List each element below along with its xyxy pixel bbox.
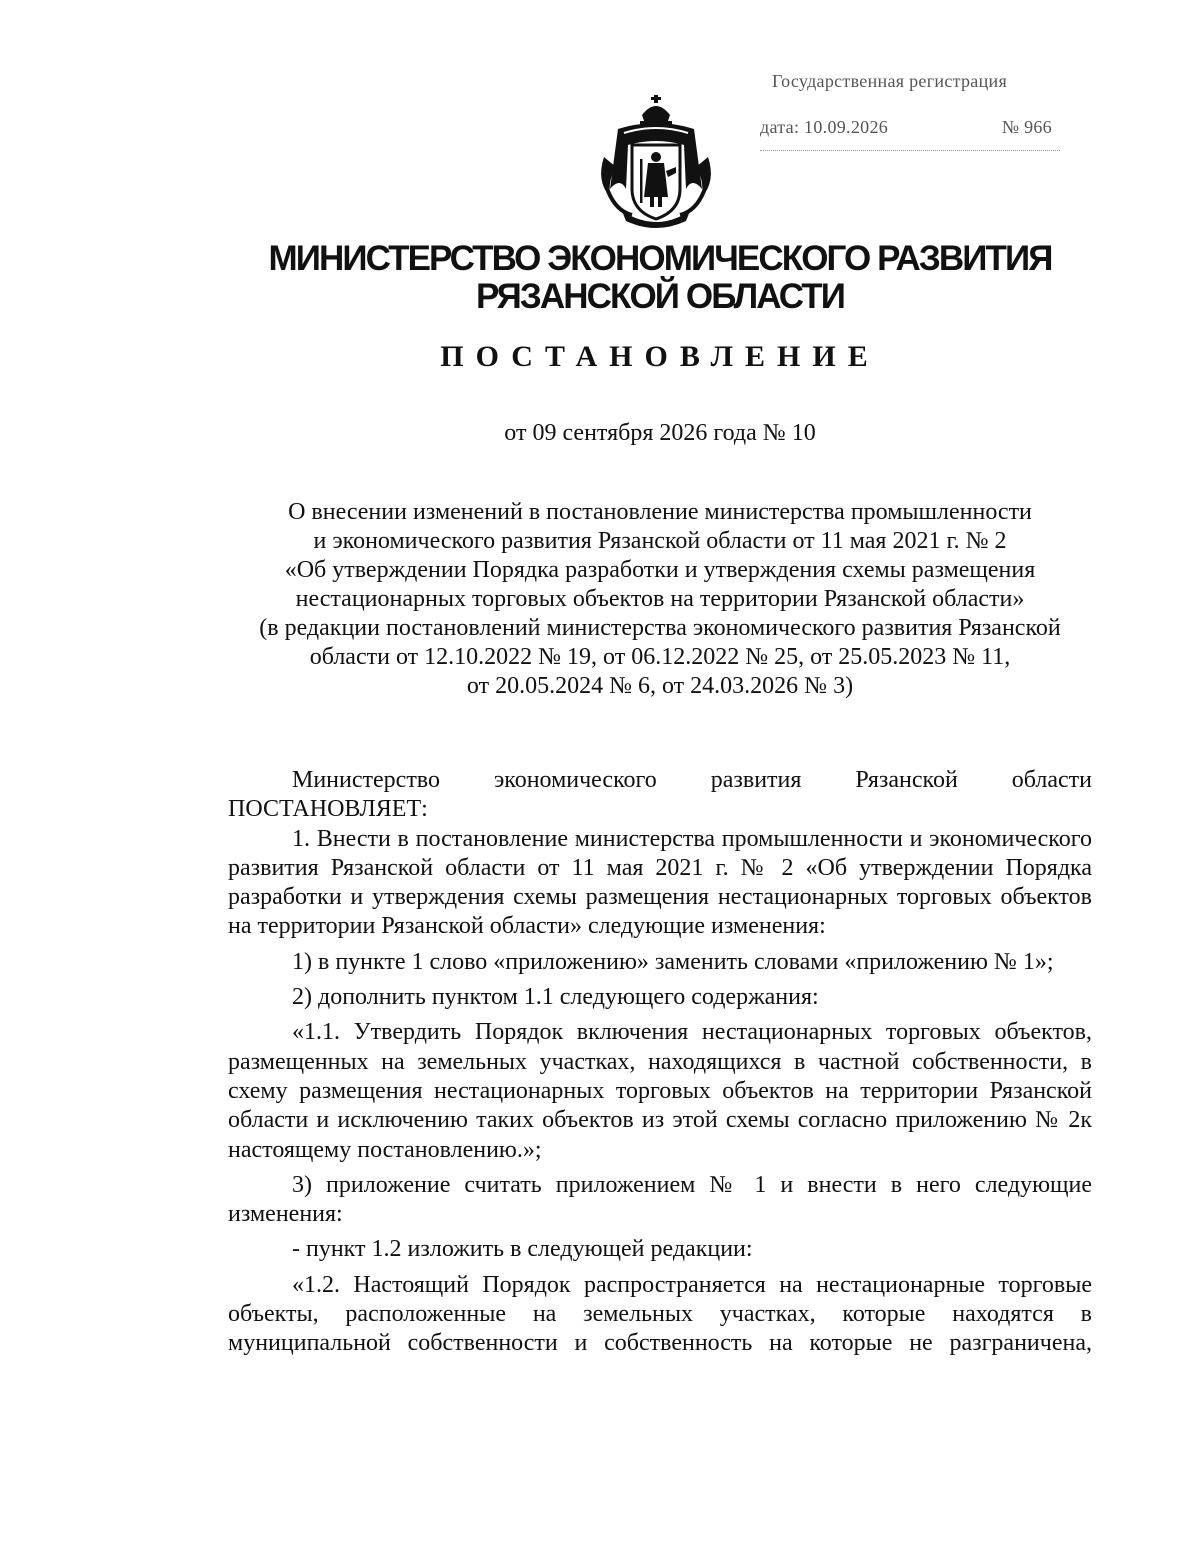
ministry-line-2: РЯЗАНСКОЙ ОБЛАСТИ [476,277,844,316]
document-body [228,766,1092,1365]
body-paragraph-resolves: Министерство экономического развития Рязанской области ПОСТАНОВЛЯЕТ: [228,767,1092,823]
subject-line: и экономического развития Рязанской области от 11 мая 2021 г. № 2 [313,528,1007,554]
subject-line: О внесении изменений в постановление министерства промышленности [288,499,1032,525]
coat-of-arms-icon [588,93,724,233]
subject-line: области от 12.10.2022 № 19, от 06.12.2022 № 25, от 25.05.2023 № 11, [309,644,1011,670]
subject-line: (в редакции постановлений министерства экономического развития Рязанской [259,615,1061,641]
document-subject [150,498,1170,701]
body-paragraph-quote-1-2: «1.2. Настоящий Порядок распространяется на нестационарные торговые объекты, расположенные на земельных участках, которые находятся в муниципальной собственности и собственность на которые не разграничена, [228,1271,1092,1357]
document-type: ПОСТАНОВЛЕНИЕ [440,340,880,373]
subject-line: от 20.05.2024 № 6, от 24.03.2026 № 3) [466,673,854,699]
registration-underline [760,150,1060,151]
registration-title: Государственная регистрация [772,71,1008,91]
registration-number: № 966 [1001,117,1052,137]
body-paragraph-1-2: 2) дополнить пунктом 1.1 следующего содержания: [292,984,819,1011]
body-paragraph-1-1: 1) в пункте 1 слово «приложению» заменить словами «приложению № 1»; [292,948,1054,975]
body-paragraph-1-3: 3) приложение считать приложением № 1 и внести в него следующие изменения: [228,1171,1092,1228]
registration-stamp [760,58,1100,150]
ministry-line-1: МИНИСТЕРСТВО ЭКОНОМИЧЕСКОГО РАЗВИТИЯ [268,239,1052,278]
document-date: от 09 сентября 2026 года № 10 [504,420,816,446]
body-paragraph-quote-1-1: «1.1. Утвердить Порядок включения нестационарных торговых объектов, размещенных на земельных участках, находящихся в частной собственности, в схему размещения нестационарных торговых объектов на территории Рязанской области и исключению таких объектов из этой схемы согласно приложению № 2к настоящему постановлению.»; [228,1019,1092,1163]
ministry-name [150,240,1170,316]
subject-line: «Об утверждении Порядка разработки и утверждения схемы размещения [284,557,1036,583]
subject-line: нестационарных торговых объектов на территории Рязанской области» [295,586,1025,612]
body-paragraph-item-1-2: - пункт 1.2 изложить в следующей редакции: [292,1236,753,1263]
body-paragraph-1: 1. Внести в постановление министерства промышленности и экономического развития Рязанской области от 11 мая 2021 г. № 2 «Об утверждении Порядка разработки и утверждения схемы размещения нестационарных торговых объектов на территории Рязанской области» следующие изменения: [228,825,1092,940]
registration-date: дата: 10.09.2026 [760,117,889,137]
